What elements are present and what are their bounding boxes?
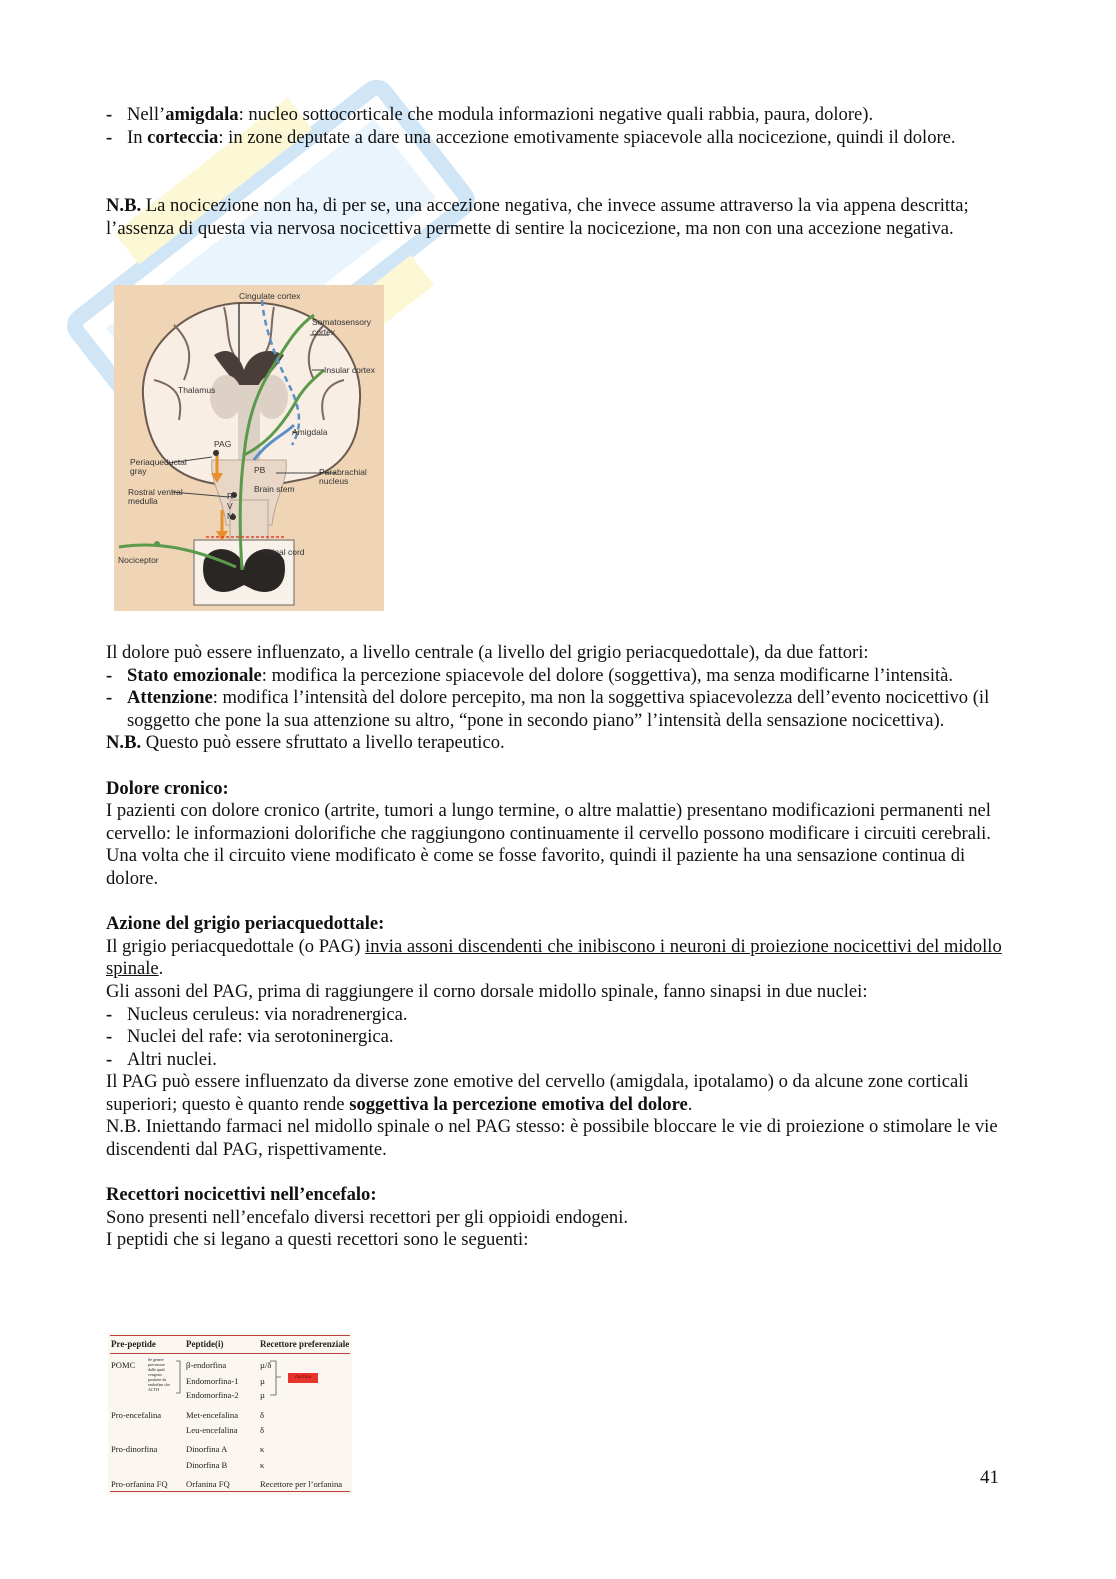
pag-title: Azione del grigio periacquedottale:: [106, 913, 385, 935]
label-periaqueductal: Periaqueductal: [130, 457, 187, 467]
label-pb: PB: [254, 465, 266, 475]
bullet-corteccia: - In corteccia: in zone deputate a dare una accezione emotivamente spiacevole alla nocicezione, quindi il dolore.: [106, 126, 956, 148]
label-parabrachial: Parabrachial: [319, 467, 367, 477]
pag-nucleus-item: - Altri nuclei.: [106, 1048, 217, 1070]
table-header-prepeptide: Pre-peptide: [111, 1339, 156, 1349]
note-paragraph-2: N.B. Questo può essere sfruttato a livello terapeutico.: [106, 732, 505, 754]
receptors-paragraph-2: I peptidi che si legano a questi recettori sono le seguenti:: [106, 1229, 529, 1251]
pomc-bracket: [174, 1359, 184, 1395]
label-pag: PAG: [214, 439, 232, 449]
chronic-paragraph-1: I pazienti con dolore cronico (artrite, tumori a lungo termine, o altre malattie) presentano modificazioni permanenti nel cervello: le informazioni dolorifiche che raggiungono continuamente il cervello possono modificare i circuiti cerebrali.: [106, 800, 991, 844]
pag-paragraph-4: N.B. Iniettando farmaci nel midollo spinale o nel PAG stesso: è possibile bloccare le vie di proiezione o stimolare le vie discendenti dal PAG, rispettivamente.: [106, 1116, 998, 1161]
label-medulla: medulla: [128, 496, 158, 506]
factors-intro: Il dolore può essere influenzato, a livello centrale (a livello del grigio periacquedottale), da due fattori:: [106, 642, 869, 663]
receptors-paragraph-1: Sono presenti nell’encefalo diversi recettori per gli oppioidi endogeni.: [106, 1206, 629, 1228]
table-cell-pomc: POMC: [111, 1360, 136, 1370]
brain-diagram: [114, 285, 384, 611]
table-cell-receptor: µ: [260, 1376, 265, 1386]
label-rostral-ventral: Rostral ventral: [128, 487, 183, 497]
table-cell-prepeptide: Pro-encefalina: [111, 1410, 162, 1420]
table-cell-receptor: µ: [260, 1390, 265, 1400]
pag-paragraph-2: Gli assoni del PAG, prima di raggiungere il corno dorsale midollo spinale, fanno sinapsi in due nuclei:: [106, 980, 868, 1002]
table-cell-peptide: Endomorfina-2: [186, 1390, 239, 1400]
factors-section: [106, 642, 1006, 1252]
table-cell-peptide: β-endorfina: [186, 1360, 227, 1370]
label-somatosensory: Somatosensory: [312, 317, 372, 327]
page-number: 41: [980, 1467, 999, 1488]
table-cell-prepeptide: Pro-orfanina FQ: [111, 1479, 168, 1489]
label-rvm-v: V: [227, 501, 233, 511]
table-header-rule: [110, 1353, 350, 1354]
table-cell-peptide: Leu-encefalina: [186, 1425, 238, 1435]
pag-nucleus-item: - Nuclei del rafe: via serotoninergica.: [106, 1026, 394, 1048]
table-cell-peptide: Dinorfina B: [186, 1460, 228, 1470]
table-cell-receptor: Recettore per l’orfanina: [260, 1479, 343, 1489]
label-brain-stem: Brain stem: [254, 484, 295, 494]
pag-paragraph-3: Il PAG può essere influenzato da diverse zone emotive del cervello (amigdala, ipotalamo) o da alcune zone corticali superiori; questo è quanto rende soggettiva la percezione emotiva del dolore.: [106, 1071, 969, 1115]
table-cell-peptide: Endomorfina-1: [186, 1376, 239, 1386]
bullet-amigdala: - Nell’amigdala: nucleo sottocorticale che modula informazioni negative quali rabbia, paura, dolore).: [106, 104, 874, 125]
receptor-bracket: [268, 1359, 282, 1397]
table-cell-prepeptide: Pro-dinorfina: [111, 1444, 158, 1454]
label-spinal-cord: Spinal cord: [262, 547, 305, 557]
chronic-paragraph-2: Una volta che il circuito viene modificato è come se fosse favorito, quindi il paziente ha una sensazione continua di dolore.: [106, 845, 966, 889]
table-cell-receptor: δ: [260, 1410, 265, 1420]
pag-nucleus-item: - Nucleus ceruleus: via noradrenergica.: [106, 1003, 408, 1025]
table-cell-receptor: δ: [260, 1425, 265, 1435]
table-cell-receptor: µ/δ: [260, 1360, 272, 1370]
receptors-title: Recettori nocicettivi nell’encefalo:: [106, 1184, 377, 1206]
label-thalamus: Thalamus: [178, 385, 216, 395]
label-gray: gray: [130, 466, 147, 476]
morfina-tag: morfina: [288, 1373, 318, 1383]
label-rvm-r: R: [227, 491, 234, 501]
note-paragraph-1: N.B. La nocicezione non ha, di per se, una accezione negativa, che invece assume attraverso la via appena descritta; l’assenza di questa via nervosa nocicettiva permette di sentire la nocicezione, ma non con una accezione negativa.: [106, 195, 969, 239]
label-insular-cortex: Insular cortex: [324, 365, 376, 375]
table-header-peptide: Peptide(i): [186, 1339, 224, 1349]
top-bullets: [106, 104, 1006, 149]
table-cell-receptor: κ: [260, 1444, 265, 1454]
label-nociceptor: Nociceptor: [118, 555, 159, 565]
table-bottom-rule: [110, 1491, 350, 1492]
pag-paragraph-1: Il grigio periacquedottale (o PAG) invia assoni discendenti che inibiscono i neuroni di proiezione nocicettivi del midollo spinale.: [106, 935, 1002, 980]
table-pomc-note: Se genere precursore dalle quali vengono prodotte da endorfine che ACTH: [148, 1357, 170, 1392]
label-rvm-m: M: [227, 511, 235, 521]
factor-attenzione: - Attenzione: modifica l’intensità del dolore percepito, ma non la soggettiva spiacevolezza dell’evento nocicettivo (il soggetto che pone la sua attenzione su altro, “pone in secondo piano” l’intensità della sensazione nocicettiva).: [106, 687, 990, 731]
table-cell-peptide: Orfanina FQ: [186, 1479, 230, 1489]
label-nucleus: nucleus: [319, 476, 349, 486]
label-cingulate-cortex: Cingulate cortex: [239, 291, 301, 301]
brain-pain-pathway-figure: [114, 285, 384, 611]
factor-stato-emozionale: - Stato emozionale: modifica la percezione spiacevole del dolore (soggettiva), ma senza modificarne l’intensità.: [106, 664, 954, 686]
table-header-receptor: Recettore preferenziale: [260, 1339, 350, 1349]
table-cell-peptide: Dinorfina A: [186, 1444, 228, 1454]
chronic-title: Dolore cronico:: [106, 777, 229, 799]
label-amigdala: Amigdala: [292, 427, 328, 437]
table-cell-receptor: κ: [260, 1460, 265, 1470]
table-top-rule: [110, 1335, 350, 1336]
label-somatosensory-cortex: cortex: [312, 327, 336, 337]
table-cell-peptide: Met-encefalina: [186, 1410, 239, 1420]
peptide-table-figure: [108, 1333, 352, 1495]
